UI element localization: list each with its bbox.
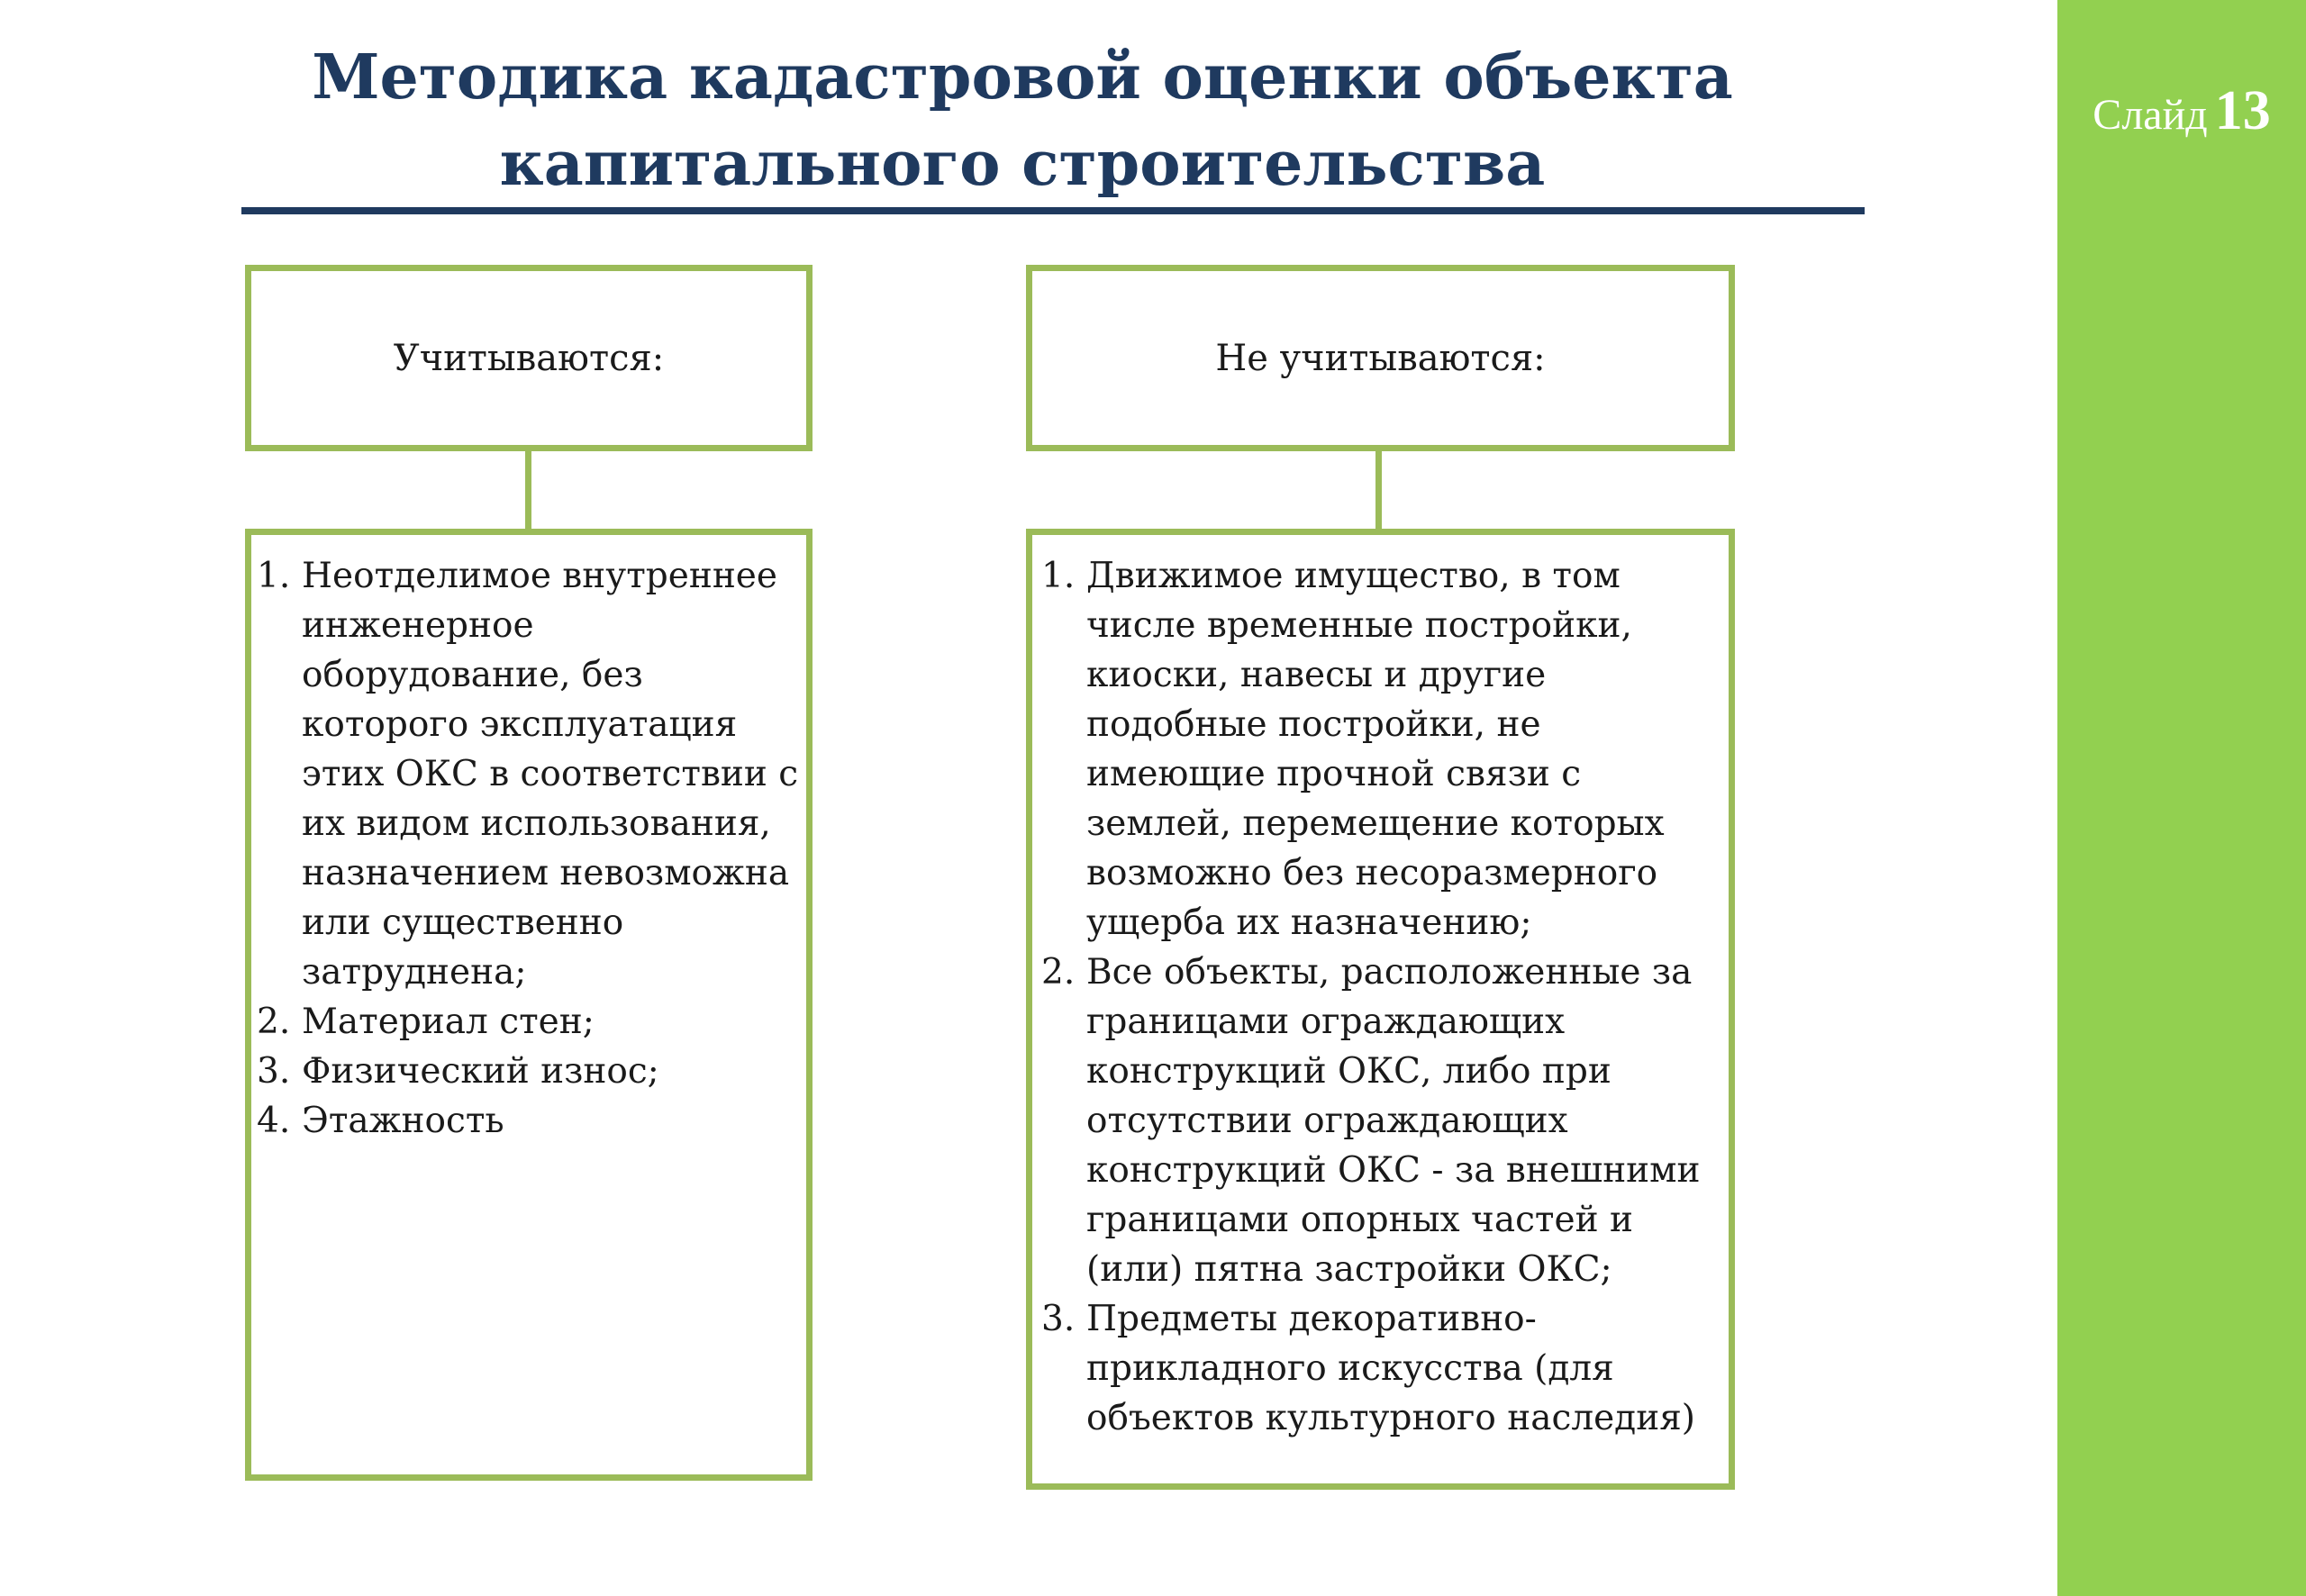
- considered-item-text: Материал стен;: [302, 1002, 595, 1042]
- slide-label: Слайд: [2093, 91, 2208, 139]
- considered-item-text: Физический износ;: [302, 1051, 659, 1092]
- slide-number-value: 13: [2214, 80, 2271, 141]
- not-considered-list: [1041, 551, 1723, 1443]
- title-underline: [241, 207, 1865, 214]
- not-considered-item-text: Движимое имущество, в том числе временные постройки, киоски, навесы и другие подобные постройки, не имеющие прочной связи с землей, перемещение которых возможно без несоразмерного ущерба их назначению;: [1086, 556, 1665, 943]
- not-considered-heading-box: [1026, 265, 1735, 451]
- considered-item-number: 1.: [257, 556, 291, 596]
- considered-item: [257, 1047, 799, 1096]
- considered-heading: Учитываются:: [393, 337, 665, 379]
- not-considered-heading: Не учитываются:: [1215, 337, 1546, 379]
- considered-item-number: 2.: [257, 1002, 291, 1042]
- not-considered-item: [1041, 551, 1723, 948]
- not-considered-connector: [1375, 451, 1382, 529]
- not-considered-item-text: Предметы декоративно-прикладного искусства (для объектов культурного наследия): [1086, 1299, 1696, 1438]
- considered-list: [257, 551, 799, 1146]
- not-considered-item-number: 3.: [1041, 1299, 1076, 1339]
- not-considered-item-number: 1.: [1041, 556, 1076, 596]
- considered-item-number: 3.: [257, 1051, 291, 1092]
- considered-list-box: [245, 529, 813, 1481]
- not-considered-item-text: Все объекты, расположенные за границами ограждающих конструкций ОКС, либо при отсутствии ограждающих конструкций ОКС - за внешними границами опорных частей и (или) пятна застройки ОКС;: [1086, 952, 1701, 1290]
- not-considered-item: [1041, 948, 1723, 1294]
- side-band: [2057, 0, 2306, 1596]
- considered-connector: [525, 451, 531, 529]
- considered-item: [257, 551, 799, 997]
- slide-number: [2057, 79, 2306, 143]
- not-considered-item: [1041, 1294, 1723, 1443]
- considered-heading-box: [245, 265, 813, 451]
- considered-item-number: 4.: [257, 1101, 291, 1141]
- considered-item-text: Этажность: [302, 1101, 504, 1141]
- slide-title: [243, 34, 1802, 207]
- not-considered-item-number: 2.: [1041, 952, 1076, 993]
- considered-item: [257, 1096, 799, 1146]
- considered-item: [257, 997, 799, 1047]
- not-considered-list-box: [1026, 529, 1735, 1490]
- slide-title-line-1: Методика кадастровой оценки объекта: [312, 41, 1733, 113]
- considered-item-text: Неотделимое внутреннее инженерное оборудование, без которого эксплуатация этих ОКС в соответствии с их видом использования, назначением невозможна или существенно затруднена;: [302, 556, 799, 993]
- slide-title-line-2: капитального строительства: [499, 128, 1546, 200]
